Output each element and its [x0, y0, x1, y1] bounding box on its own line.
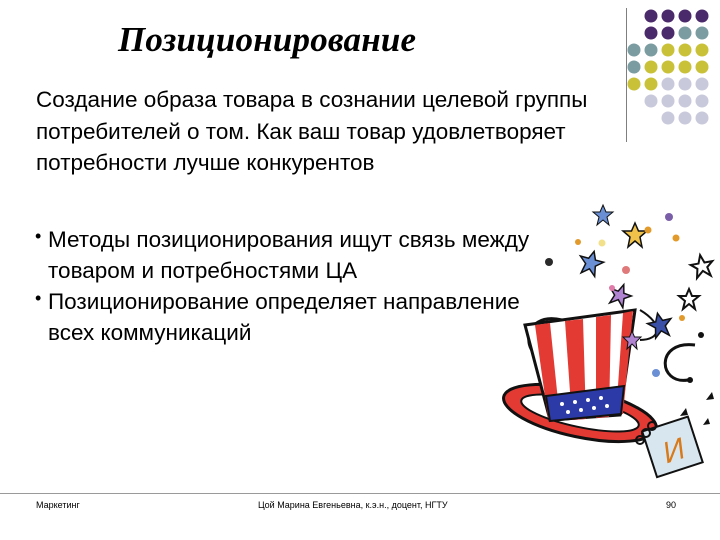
- decorative-dot: [628, 61, 641, 74]
- bullet-item: • Методы позиционирования ищут связь между товаром и потребностями ЦА: [36, 224, 556, 286]
- decorative-dot: [645, 95, 658, 108]
- decorative-dot: [696, 61, 709, 74]
- decorative-dot: [628, 44, 641, 57]
- decorative-dot: [662, 95, 675, 108]
- hat-tag-letter: И: [658, 432, 690, 471]
- slide-title: Позиционирование: [118, 20, 417, 59]
- decorative-dot: [679, 95, 692, 108]
- intro-text: Создание образа товара в сознании целевой группы потребителей о том. Как ваш товар удовлетворяет потребности лучше конкурентов: [36, 87, 588, 175]
- footer-course: Маркетинг: [36, 500, 80, 510]
- decorative-dot: [679, 61, 692, 74]
- magic-hat-with-stars-icon: [480, 200, 720, 485]
- decorative-dot: [662, 78, 675, 91]
- bullet-list: [36, 224, 556, 348]
- footer-divider: [0, 493, 720, 494]
- decorative-dot: [679, 27, 692, 40]
- decorative-dot: [662, 27, 675, 40]
- decorative-dot: [679, 112, 692, 125]
- decorative-dot-grid: [626, 8, 720, 126]
- decorative-dot: [645, 10, 658, 23]
- decorative-dot: [645, 27, 658, 40]
- decorative-dot: [696, 95, 709, 108]
- footer-author: Цой Марина Евгеньевна, к.э.н., доцент, НГТУ: [258, 500, 448, 510]
- decorative-dot: [645, 44, 658, 57]
- decorative-dot: [696, 78, 709, 91]
- decorative-dot: [662, 10, 675, 23]
- decorative-dot: [679, 44, 692, 57]
- bullet-item: • Позиционирование определяет направление всех коммуникаций: [36, 286, 556, 348]
- decorative-dot: [696, 27, 709, 40]
- decorative-dot: [628, 78, 641, 91]
- decorative-dot: [645, 78, 658, 91]
- decorative-dot: [696, 10, 709, 23]
- decorative-dot: [662, 44, 675, 57]
- decorative-dot: [645, 61, 658, 74]
- decorative-dot: [679, 10, 692, 23]
- decorative-dot: [662, 112, 675, 125]
- decorative-dot: [696, 44, 709, 57]
- decorative-dot: [679, 78, 692, 91]
- decorative-dot: [696, 112, 709, 125]
- decorative-dot: [662, 61, 675, 74]
- footer-page-number: 90: [666, 500, 677, 510]
